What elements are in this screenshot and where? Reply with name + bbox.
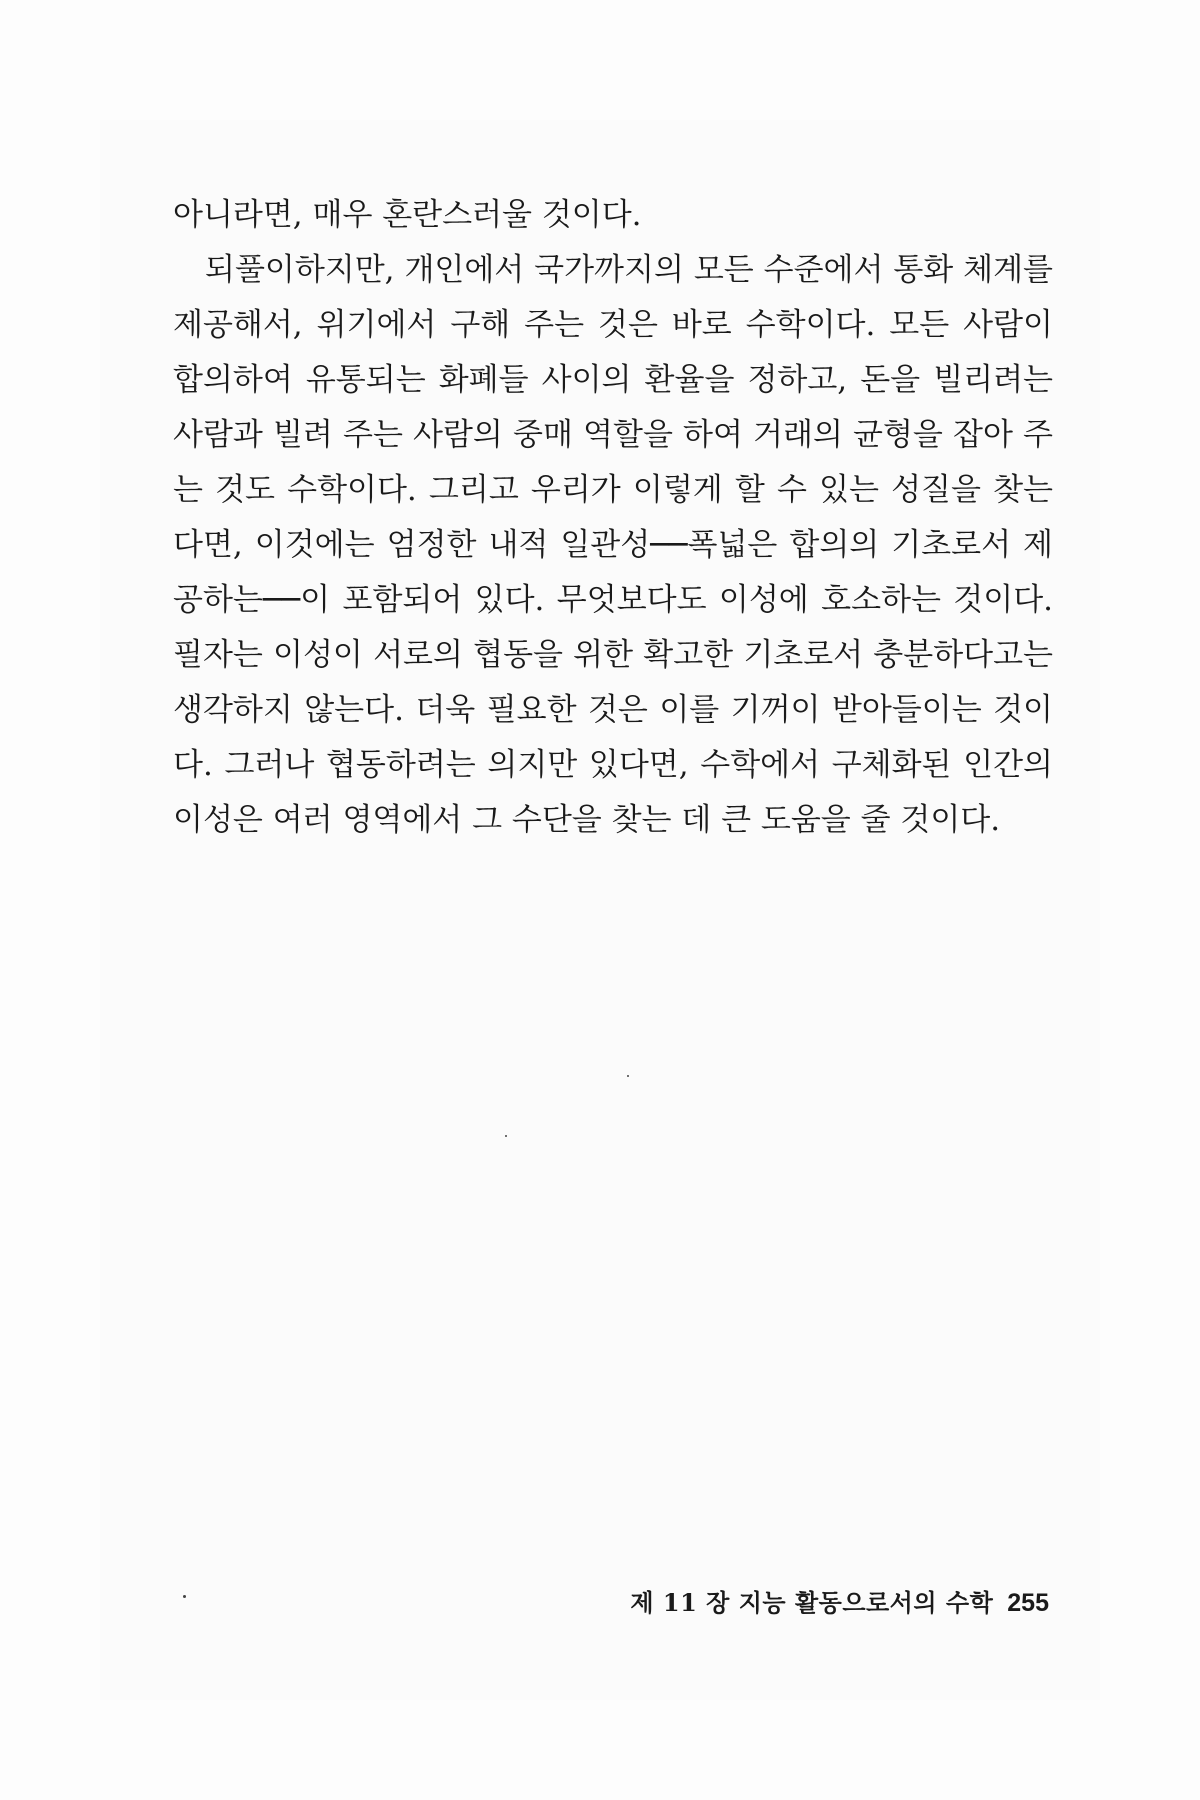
text-line: 생각하지 않는다. 더욱 필요한 것은 이를 기꺼이 받아들이는 것이	[173, 692, 1053, 728]
text-line: 합의하여 유통되는 화폐들 사이의 환율을 정하고, 돈을 빌리려는	[173, 362, 1053, 398]
text-line: 제공해서, 위기에서 구해 주는 것은 바로 수학이다. 모든 사람이	[173, 307, 1053, 343]
page-number: 255	[1007, 1589, 1049, 1617]
text-line: 공하는──이 포함되어 있다. 무엇보다도 이성에 호소하는 것이다.	[173, 582, 1053, 618]
scan-speck	[627, 1075, 629, 1077]
scan-speck	[183, 1595, 186, 1598]
text-line: 이성은 여러 영역에서 그 수단을 찾는 데 큰 도움을 줄 것이다.	[173, 802, 1001, 838]
text-line: 는 것도 수학이다. 그리고 우리가 이렇게 할 수 있는 성질을 찾는	[173, 472, 1053, 508]
text-line: 되풀이하지만, 개인에서 국가까지의 모든 수준에서 통화 체계를	[205, 252, 1053, 288]
scan-speck	[505, 1135, 507, 1137]
text-line: 다. 그러나 협동하려는 의지만 있다면, 수학에서 구체화된 인간의	[173, 747, 1053, 783]
text-line: 다면, 이것에는 엄정한 내적 일관성──폭넓은 합의의 기초로서 제	[173, 527, 1053, 563]
text-line: 사람과 빌려 주는 사람의 중매 역할을 하여 거래의 균형을 잡아 주	[173, 417, 1053, 453]
text-line: 아니라면, 매우 혼란스러울 것이다.	[173, 197, 642, 233]
chapter-title: 제 11 장 지능 활동으로서의 수학	[630, 1588, 994, 1617]
text-line: 필자는 이성이 서로의 협동을 위한 확고한 기초로서 충분하다고는	[173, 637, 1053, 673]
body-text	[173, 188, 1053, 848]
running-footer	[0, 1585, 1049, 1621]
